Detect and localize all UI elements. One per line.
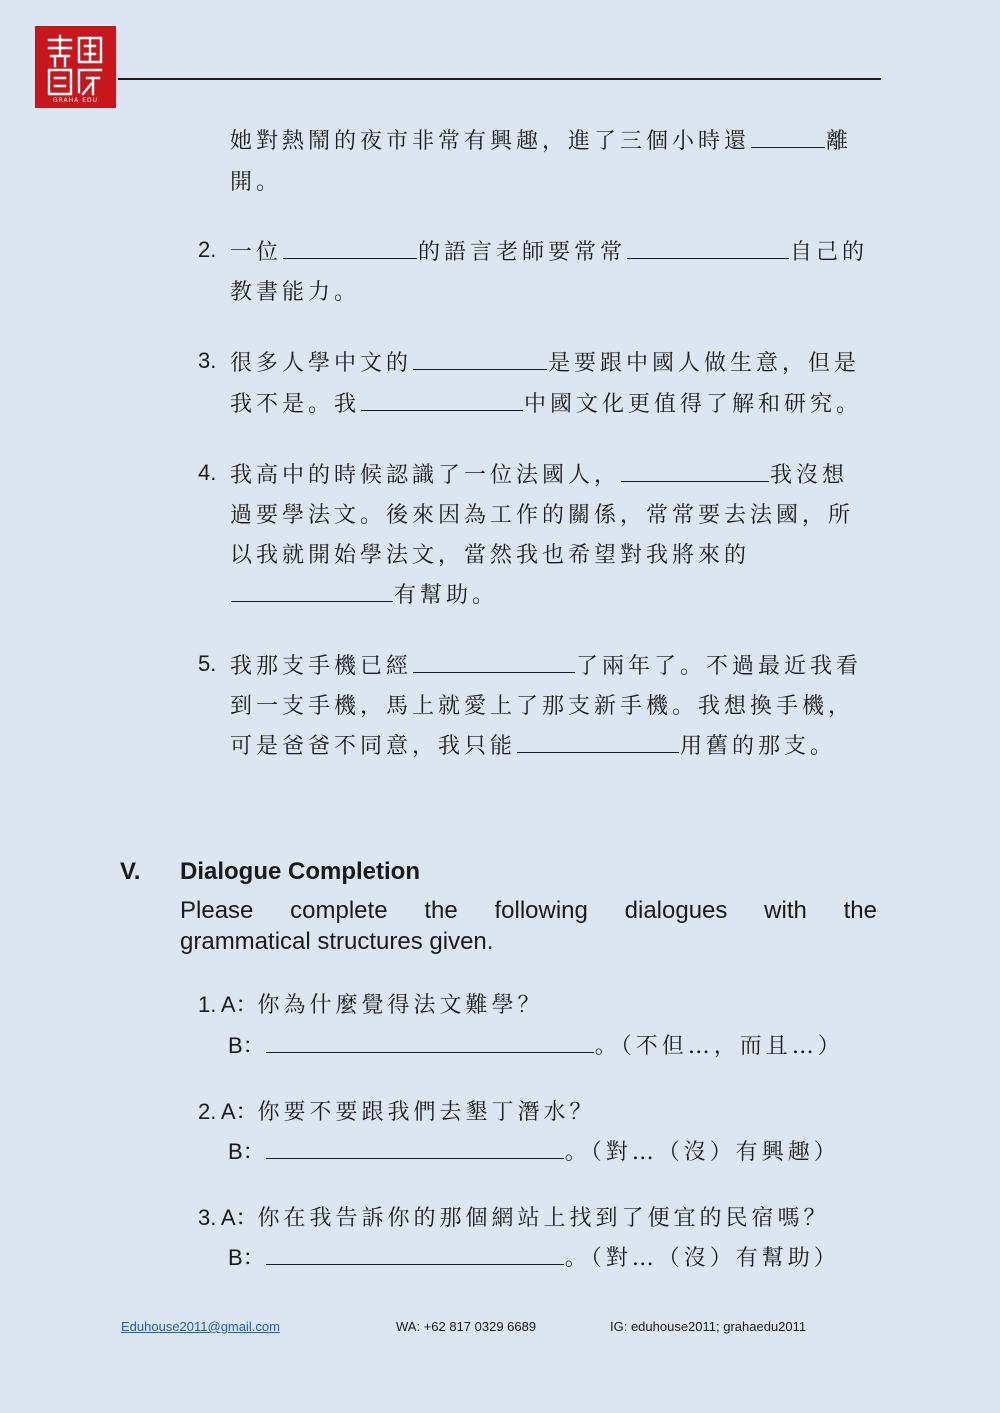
logo [35, 26, 116, 108]
item-2-line-1 [230, 235, 868, 266]
answer-blank[interactable] [283, 238, 417, 259]
section-number: V. [120, 858, 141, 885]
dialogue-2-b [228, 1135, 840, 1166]
dialogue-number: 1. [198, 992, 217, 1017]
item-5-line-1 [230, 649, 862, 680]
item-text: 我不是。我 [230, 392, 361, 417]
item-4-line-2 [230, 498, 854, 529]
item-4-line-1 [230, 458, 848, 489]
grammar-hint: 。（對…（沒）有興趣） [564, 1140, 840, 1165]
footer-instagram: IG: eduhouse2011; grahaedu2011 [610, 1319, 807, 1334]
item-text: 我那支手機已經 [230, 654, 413, 679]
answer-blank[interactable] [627, 238, 789, 259]
dialogue-number: 2. [198, 1099, 217, 1124]
item-text: 很多人學中文的 [230, 351, 413, 376]
item-text: 是要跟中國人做生意，但是 [548, 351, 861, 376]
item-3-line-2 [230, 387, 862, 418]
item-text: 教書能力。 [230, 280, 361, 305]
item-number: 3. [198, 348, 217, 373]
section-title: Dialogue Completion [180, 858, 420, 885]
speaker-label: A： [220, 1205, 258, 1230]
item-4-line-3 [230, 538, 750, 569]
speaker-label: A： [220, 992, 258, 1017]
item-text: 的語言老師要常常 [418, 240, 627, 265]
item-5-line-3 [230, 729, 836, 760]
answer-blank[interactable] [517, 732, 679, 753]
item-text: 過要學法文。後來因為工作的關係，常常要去法國，所 [230, 503, 855, 528]
answer-blank[interactable] [266, 1138, 564, 1159]
item-text: 我高中的時候認識了一位法國人， [230, 463, 621, 488]
dialogue-3-b [228, 1241, 840, 1272]
dialogue-question: 你要不要跟我們去墾丁潛水？ [257, 1100, 596, 1125]
section-instruction-line-1: Please complete the following dialogues with the [180, 897, 877, 924]
item-1-line-2 [230, 165, 282, 196]
answer-blank[interactable] [361, 390, 523, 411]
item-text: 到一支手機，馬上就愛上了那支新手機。我想換手機， [230, 694, 855, 719]
footer-whatsapp: WA: +62 817 0329 6689 [396, 1319, 537, 1334]
item-3-line-1 [230, 346, 860, 377]
item-text: 自己的 [790, 240, 869, 265]
speaker-label: B： [228, 1245, 265, 1270]
item-text: 有幫助。 [394, 583, 499, 608]
item-text: 中國文化更值得了解和研究。 [524, 392, 863, 417]
item-number: 2. [198, 237, 217, 262]
item-5-line-2 [230, 689, 854, 720]
item-text: 離 [826, 129, 853, 154]
answer-blank[interactable] [266, 1244, 564, 1265]
item-2-line-2 [230, 275, 360, 306]
dialogue-3-a [198, 1201, 830, 1232]
item-text: 開。 [230, 170, 283, 195]
speaker-label: B： [228, 1033, 265, 1058]
answer-blank[interactable] [266, 1032, 594, 1053]
item-number: 4. [198, 460, 217, 485]
dialogue-1-b [228, 1029, 844, 1060]
item-text: 可是爸爸不同意，我只能 [230, 734, 517, 759]
item-4-line-4 [230, 578, 498, 609]
answer-blank[interactable] [621, 461, 769, 482]
grammar-hint: 。（對…（沒）有幫助） [564, 1246, 840, 1271]
speaker-label: A： [220, 1099, 258, 1124]
section-instruction-line-2: grammatical structures given. [180, 928, 494, 955]
item-text: 我沒想 [770, 463, 849, 488]
item-text: 一位 [230, 240, 283, 265]
dialogue-question: 你為什麼覺得法文難學？ [257, 993, 544, 1018]
speaker-label: B： [228, 1139, 265, 1164]
dialogue-number: 3. [198, 1205, 217, 1230]
item-text: 她對熱鬧的夜市非常有興趣，進了三個小時還 [230, 129, 751, 154]
header-rule [118, 78, 881, 80]
dialogue-1-a [198, 988, 544, 1019]
dialogue-2-a [198, 1095, 596, 1126]
item-text: 以我就開始學法文，當然我也希望對我將來的 [230, 543, 751, 568]
item-text: 了兩年了。不過最近我看 [576, 654, 863, 679]
item-1-line-1 [230, 124, 852, 155]
grammar-hint: 。（不但…，而且…） [594, 1034, 844, 1059]
answer-blank[interactable] [413, 349, 547, 370]
item-number: 5. [198, 651, 217, 676]
footer-email-link[interactable]: Eduhouse2011@gmail.com [121, 1319, 280, 1334]
answer-blank[interactable] [413, 652, 575, 673]
answer-blank[interactable] [231, 581, 393, 602]
logo-caption: GRAHA EDU [52, 97, 98, 104]
answer-blank[interactable] [751, 127, 825, 148]
dialogue-question: 你在我告訴你的那個網站上找到了便宜的民宿嗎？ [257, 1206, 830, 1231]
item-text: 用舊的那支。 [680, 734, 837, 759]
